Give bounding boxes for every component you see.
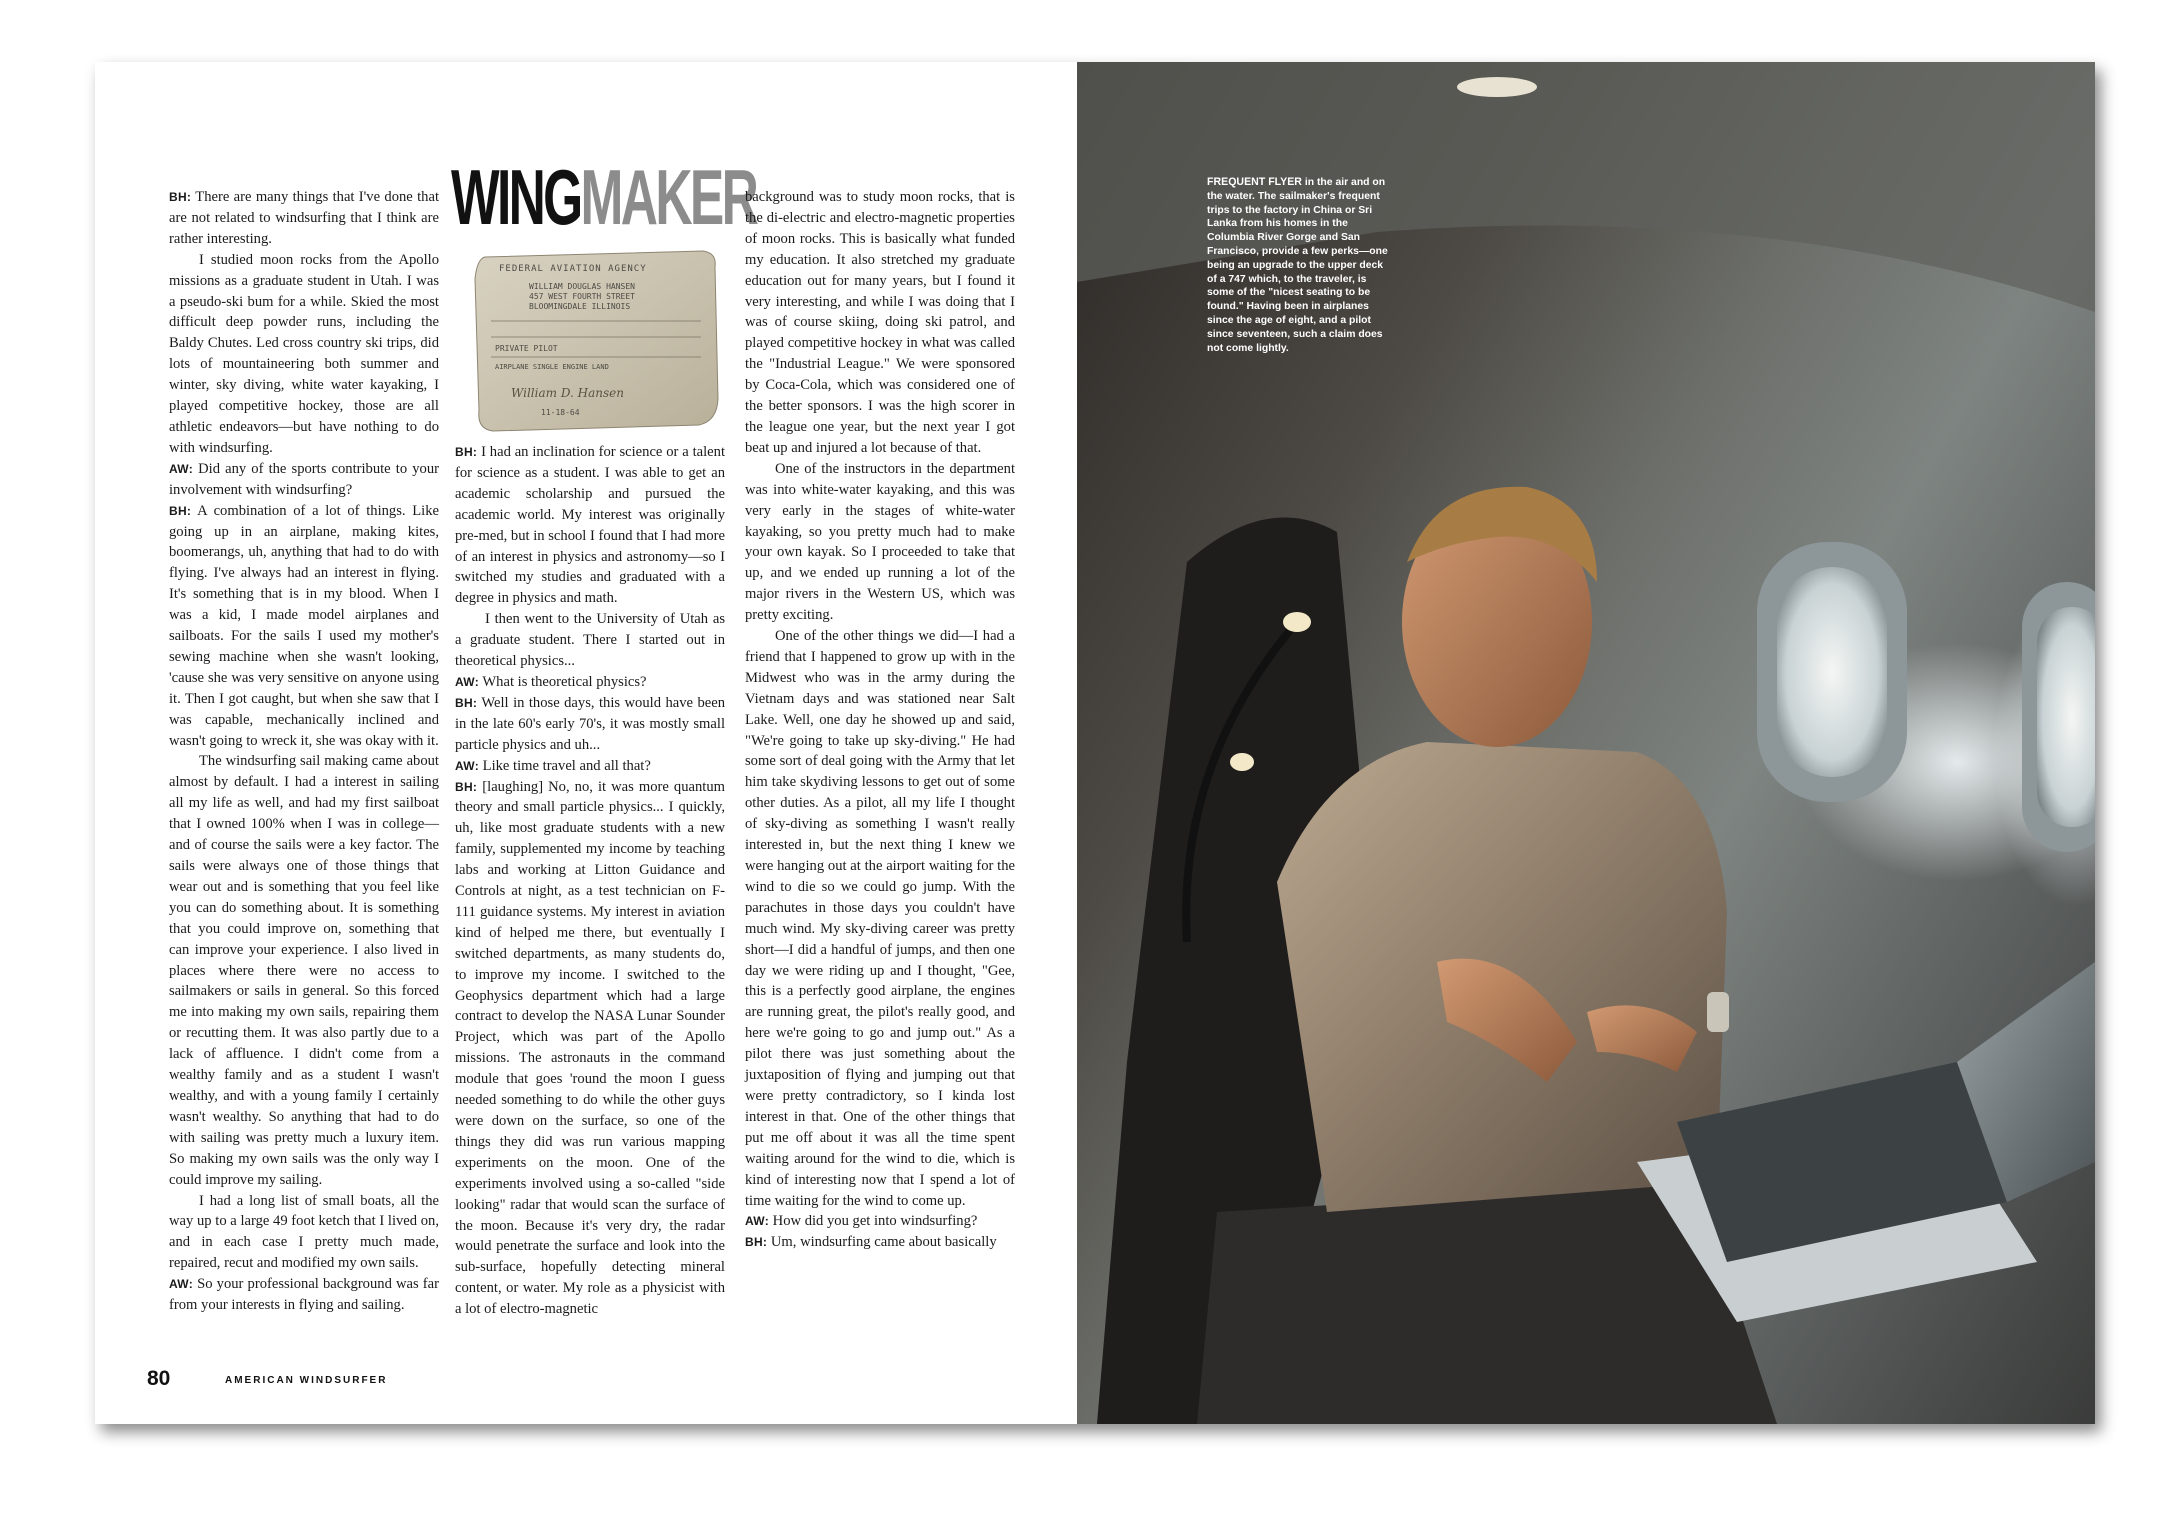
speaker-label: BH: xyxy=(745,1235,768,1250)
paragraph-text: I then went to the University of Utah as a graduate student. There I started out in theoretical physics... xyxy=(455,611,725,670)
license-holder: WILLIAM DOUGLAS HANSEN xyxy=(529,282,635,291)
paragraph xyxy=(745,187,1015,459)
paragraph xyxy=(169,1274,439,1316)
speaker-label: AW: xyxy=(455,758,480,773)
title-light-part: MAKER xyxy=(580,153,757,241)
wristwatch-icon xyxy=(1707,992,1729,1032)
speaker-label: AW: xyxy=(455,674,480,689)
speaker-label: BH: xyxy=(455,695,478,710)
paragraph xyxy=(169,751,439,1190)
paragraph xyxy=(745,1211,1015,1232)
paragraph xyxy=(169,501,439,752)
paragraph-text: How did you get into windsurfing? xyxy=(769,1213,978,1230)
license-address: 457 WEST FOURTH STREET xyxy=(529,292,635,301)
paragraph-text: The windsurfing sail making came about almost by default. I had a interest in sailing all my life as well, and had my first sailboat that I owned 100% when I was in college—and of course the sails were a key factor. The sails were always one of those things that wear out and is something that you feel like you can do something about. It is something that you could improve on, something that can improve your experience. I also lived in places where there were no access to sailmakers or sails in general. So this forced me into making my own sails, repairing them or recutting them. It was also partly due to a lack of affluence. I didn't come from a wealthy family and as a student I wasn't wealthy, and with a young family I certainly wasn't wealthy. So anything that had to do with sailing was pretty much a luxury item. So making my own sails was the only way I could improve my sailing. xyxy=(169,753,439,1188)
paragraph xyxy=(169,250,439,459)
paragraph-text: background was to study moon rocks, that is the di-electric and electro-magnetic properties of moon rocks. This is basically what funded my education. It also stretched my graduate education out for many years, but I found it very interesting, and while I was doing that I was of course skiing, doing ski patrol, and played competitive hockey in what was called the "Industrial League." We were sponsored by Coca-Cola, which was considered one of the better sponsors. I was the high scorer in the league one year, but the next year I got beat up and injured a lot because of that. xyxy=(745,189,1015,456)
speaker-label: BH: xyxy=(455,445,478,459)
license-rating: AIRPLANE SINGLE ENGINE LAND xyxy=(495,363,609,371)
pilot-license-image xyxy=(471,249,721,434)
caption-lead: FREQUENT FLYER xyxy=(1207,176,1302,188)
paragraph xyxy=(455,609,725,672)
reading-lamp-icon xyxy=(1283,612,1311,632)
paragraph-text: One of the instructors in the department was into white-water kayaking, and this was very early in the stages of white-water kayaking, so you pretty much had to make your own kayak. So I proceeded to take that up, and we ended up running a lot of the major rivers in the Western US, which was pretty exciting. xyxy=(745,460,1015,624)
window-icon xyxy=(1777,567,1887,777)
speaker-label: AW: xyxy=(169,461,194,476)
paragraph-text: There are many things that I've done that are not related to windsurfing that I think are rather interesting. xyxy=(169,189,439,247)
paragraph xyxy=(745,1232,1015,1253)
magazine-spread xyxy=(95,62,2095,1424)
paragraph-text: Um, windsurfing came about basically xyxy=(767,1234,997,1251)
paragraph xyxy=(455,756,725,777)
paragraph xyxy=(745,459,1015,626)
photo-caption xyxy=(1207,176,1389,355)
paragraph-text: Well in those days, this would have been in the late 60's early 70's, it was mostly small particle physics and uh... xyxy=(455,694,725,753)
speaker-label: AW: xyxy=(169,1277,194,1292)
cabin-light-icon xyxy=(1457,77,1537,97)
paragraph xyxy=(455,442,725,609)
right-page-photo xyxy=(1077,62,2095,1424)
license-type: PRIVATE PILOT xyxy=(495,344,558,353)
paragraph xyxy=(455,693,725,756)
paragraph xyxy=(745,626,1015,1211)
page-number: 80 xyxy=(147,1367,171,1390)
paragraph-text: What is theoretical physics? xyxy=(479,673,647,690)
caption-text: in the air and on the water. The sailmaker's frequent trips to the factory in China or Sri Lanka from his homes in the Columbia River Gorge and San Francisco, provide a few perks—one being an upgrade to the upper deck of a 747 which, to the traveler, is some of the "nicest seating to be found." Having been in airplanes since the age of eight, and a pilot since seventeen, such a claim does not come lightly. xyxy=(1207,177,1388,354)
article-title xyxy=(451,153,757,241)
paragraph xyxy=(169,459,439,501)
title-dark-part: WING xyxy=(451,153,581,241)
speaker-label: AW: xyxy=(745,1214,770,1229)
left-page xyxy=(95,62,1077,1424)
paragraph-text: Like time travel and all that? xyxy=(479,757,651,774)
paragraph xyxy=(455,672,725,693)
text-column-2 xyxy=(455,442,725,1320)
text-column-3 xyxy=(745,187,1015,1253)
paragraph-text: One of the other things we did—I had a friend that I happened to grow up with in the Midwest who was in the army during the Vietnam days and was stationed near Salt Lake. Well, one day he showed up and said, "We're going to take up sky-diving." He had some sort of deal going with the Army that let him take skydiving lessons to get out of some other duties. As a pilot, all my life I thought of sky-diving as something I wasn't really interested in, but the next thing I knew we were hanging out at the airport waiting for the wind to die so we could go jump. With the parachutes in those days you couldn't have much wind. My sky-diving career was pretty short—I did a handful of jumps, and then one day we were riding up and I thought, "Gee, this is a perfectly good airplane, the engines are running great, the pilot's really good, and here we're going to go and jump out." As a pilot there was just something about the juxtaposition of flying and jumping out that were pretty contradictory, so I kinda lost interest in that. One of the other things that put me off about it was all the time spent waiting around for the wind to die, which is kind of interesting now that I spend a lot of time waiting for the wind to come up. xyxy=(745,628,1015,1209)
paragraph-text: I had a long list of small boats, all the way up to a large 49 foot ketch that I lived on, and in each case I pretty much made, repaired, recut and modified my own sails. xyxy=(169,1192,439,1272)
paragraph xyxy=(169,187,439,250)
license-agency: FEDERAL AVIATION AGENCY xyxy=(499,264,647,274)
speaker-label: BH: xyxy=(169,190,192,204)
speaker-label: BH: xyxy=(169,503,192,518)
paragraph-text: I studied moon rocks from the Apollo missions as a graduate student in Utah. I was a pseudo-ski bum for a while. Skied the most difficult deep powder runs, including the Baldy Chutes. Led cross country ski trips, did lots of mountaineering both summer and winter, sky diving, white water kayaking, I played competitive hockey, those are all athletic endeavors—but have nothing to do with windsurfing. xyxy=(169,251,439,456)
speaker-label: BH: xyxy=(455,779,478,794)
paragraph-text: A combination of a lot of things. Like going up in an airplane, making kites, boomerangs, uh, anything that had to do with flying. I've always had an interest in flying. It's something that is in my blood. When I was a kid, I made model airplanes and sailboats. For the sails I used my mother's sewing machine when she wasn't looking, 'cause she was very sensitive on anyone using it. Then I got caught, but when she saw that I was capable, mechanically inclined and wasn't going to wreck it, she was okay with it. xyxy=(169,502,439,749)
paragraph xyxy=(169,1191,439,1275)
paragraph xyxy=(455,777,725,1321)
text-column-1 xyxy=(169,187,439,1316)
license-city: BLOOMINGDALE ILLINOIS xyxy=(529,302,631,311)
license-signature: William D. Hansen xyxy=(511,386,624,400)
magazine-name: AMERICAN WINDSURFER xyxy=(225,1375,388,1386)
paragraph-text: So your professional background was far from your interests in flying and sailing. xyxy=(169,1276,439,1314)
paragraph-text: [laughing] No, no, it was more quantum theory and small particle physics... I quickly, uh, like most graduate students with a new family, supplemented my income by teaching labs and working at Litton Guidance and Controls at night, as a test technician on F-111 guidance systems. My interest in aviation kind of helped me there, but eventually I switched departments, as many students do, to improve my income. I switched to the Geophysics department which had a large contract to develop the NASA Lunar Sounder Project, which was part of the Apollo missions. The astronauts in the command module that goes 'round the moon I guess needed something to do while the other guys were down on the surface, so one of the things they did was run various mapping experiments on the moon. One of the experiments involved using a so-called "side looking" radar that would scan the surface of the moon. Because it's very dry, the radar would penetrate the surface and look into the sub-surface, hopefully detecting mineral content, or water. My role as a physicist with a lot of electro-magnetic xyxy=(455,778,725,1318)
license-date: 11-18-64 xyxy=(541,408,580,417)
paragraph-text: I had an inclination for science or a talent for science as a student. I was able to get an academic scholarship and pursued the academic world. My interest was originally pre-med, but in school I found that I had more of an interest in physics and astronomy—so I switched my studies and graduated with a degree in physics and math. xyxy=(455,444,725,607)
paragraph-text: Did any of the sports contribute to your involvement with windsurfing? xyxy=(169,460,439,498)
